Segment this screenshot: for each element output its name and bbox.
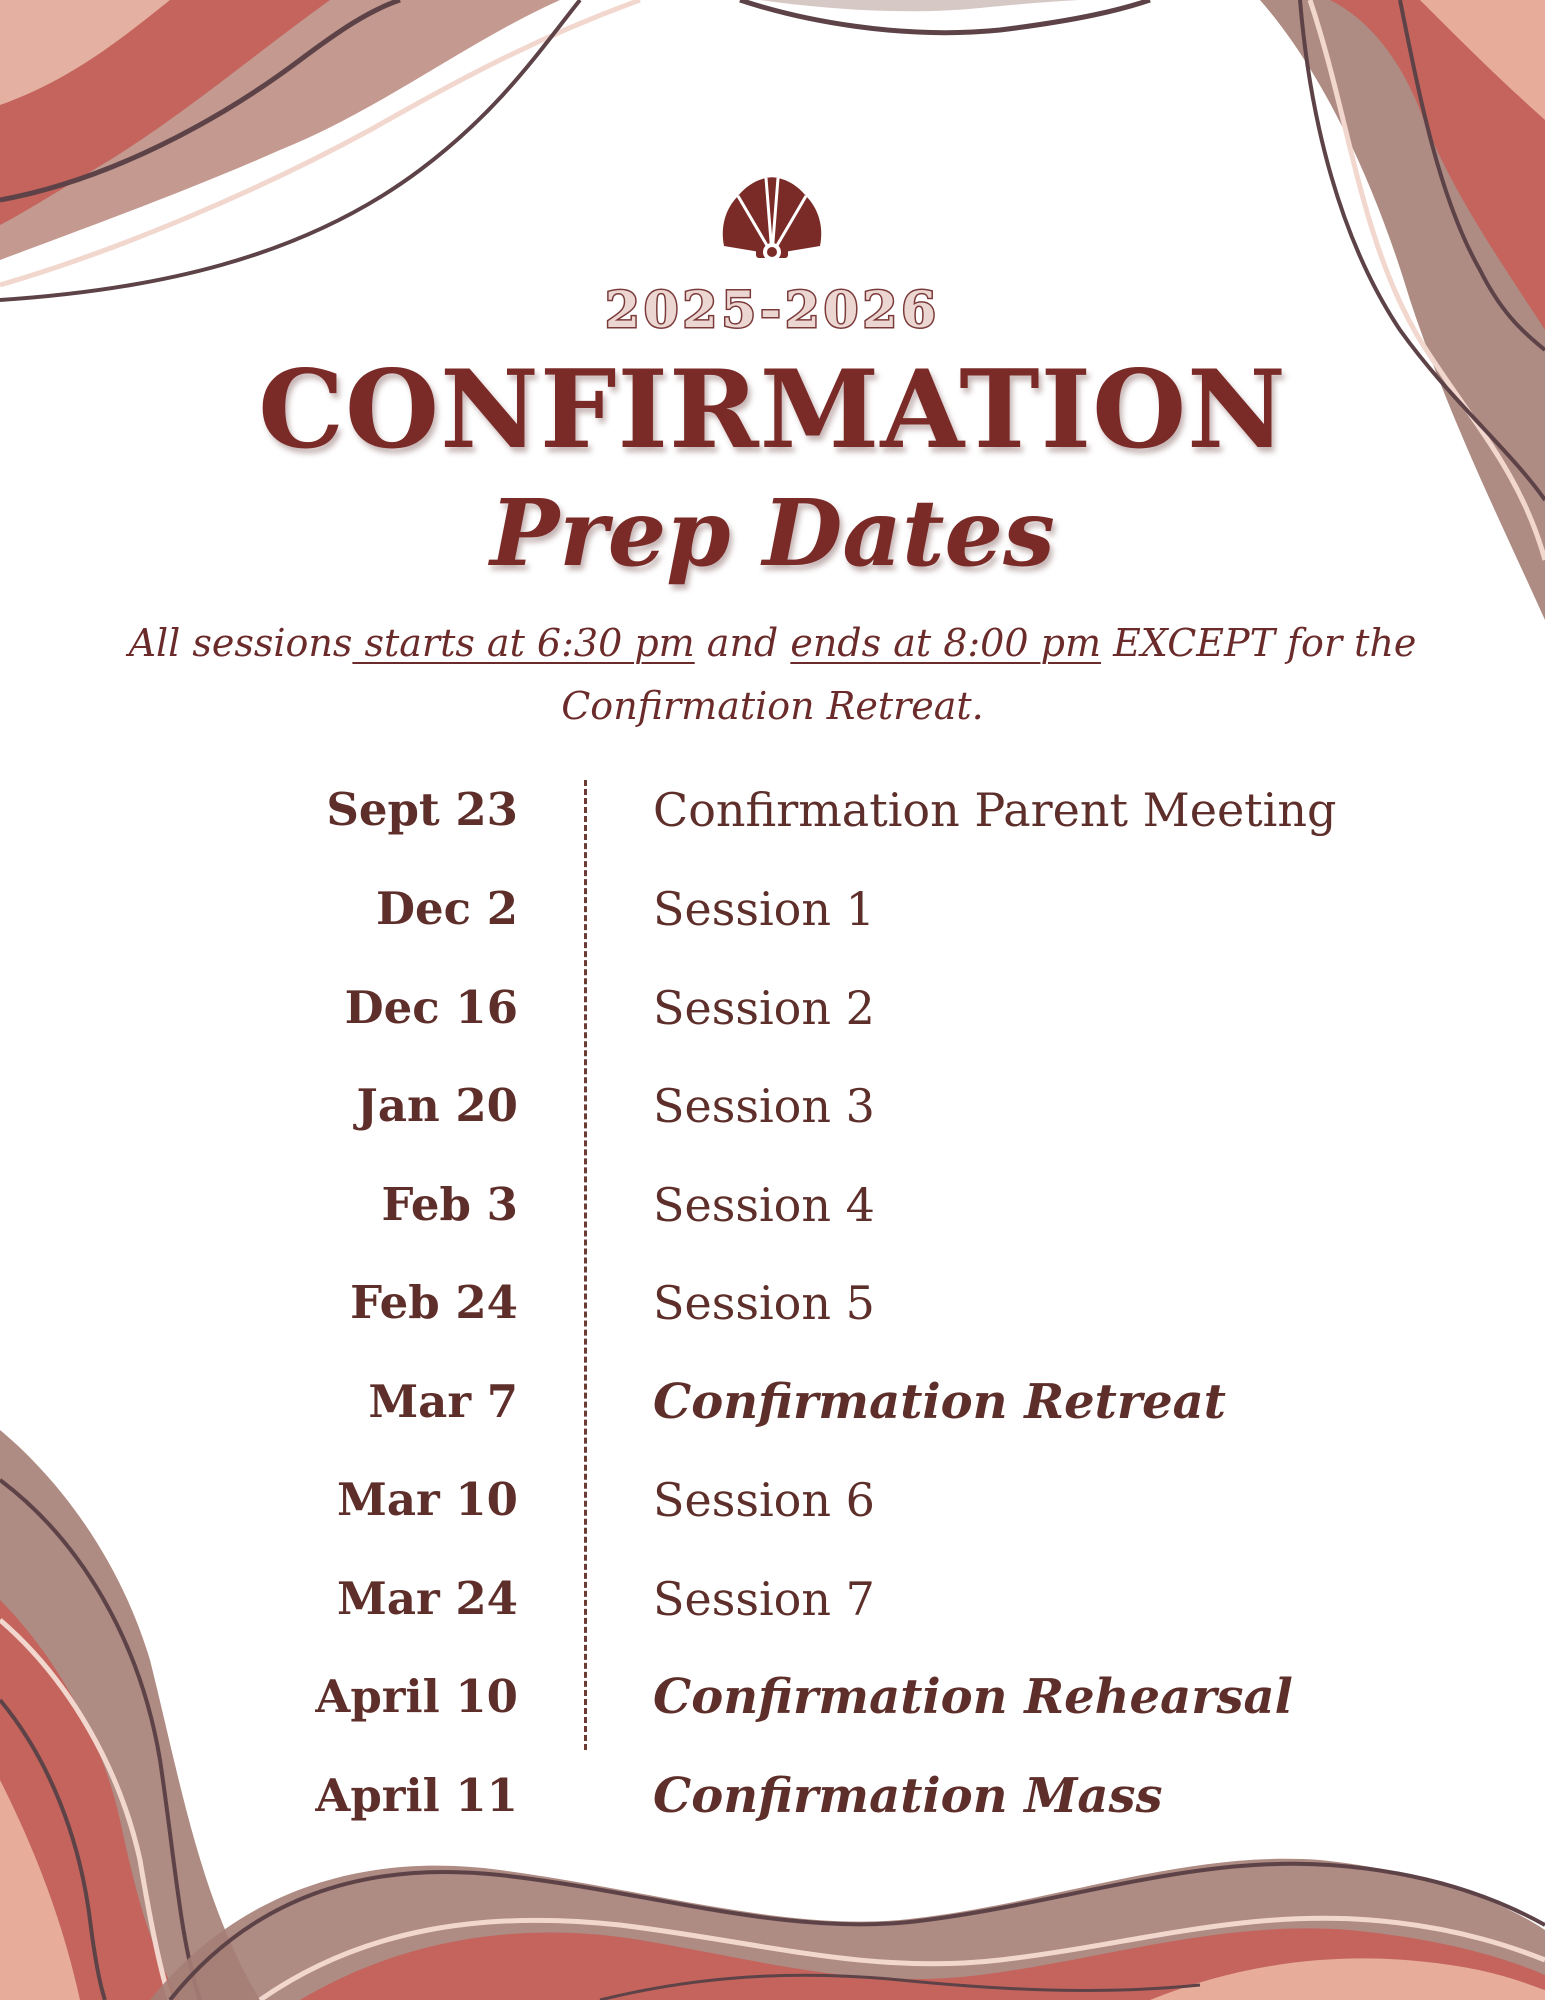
shell-icon bbox=[716, 176, 828, 260]
note-start-time: starts at 6:30 pm bbox=[352, 621, 695, 665]
note-part-3: and bbox=[694, 621, 791, 665]
schedule-row bbox=[0, 1761, 1545, 1860]
schedule-row bbox=[0, 1662, 1545, 1761]
note-part-1: All sessions bbox=[128, 621, 353, 665]
schedule-date: Mar 7 bbox=[368, 1375, 518, 1428]
schedule-row bbox=[0, 775, 1545, 874]
schedule-event: Session 1 bbox=[653, 882, 875, 936]
schedule-date: April 10 bbox=[315, 1670, 518, 1723]
schedule-row bbox=[0, 1564, 1545, 1663]
schedule-event: Session 2 bbox=[653, 981, 875, 1035]
schedule-date: Dec 16 bbox=[344, 981, 518, 1034]
schedule-date: Mar 24 bbox=[337, 1572, 518, 1625]
schedule-event: Session 7 bbox=[653, 1572, 875, 1626]
schedule-event: Session 6 bbox=[653, 1473, 875, 1527]
schedule-date: April 11 bbox=[315, 1769, 518, 1822]
schedule-event: Confirmation Parent Meeting bbox=[653, 783, 1337, 837]
schedule-row bbox=[0, 1367, 1545, 1466]
schedule-event: Session 4 bbox=[653, 1178, 875, 1232]
page-subtitle: Prep Dates bbox=[490, 479, 1055, 587]
schedule-event: Session 5 bbox=[653, 1276, 875, 1330]
schedule-row bbox=[0, 874, 1545, 973]
year-range: 2025-2026 bbox=[604, 280, 941, 339]
schedule-event-special: Confirmation Mass bbox=[653, 1768, 1163, 1824]
note-part-5: EXCEPT for the Confirmation Retreat. bbox=[561, 621, 1417, 728]
schedule-date: Feb 3 bbox=[381, 1178, 518, 1231]
schedule-row bbox=[0, 973, 1545, 1072]
schedule-date: Sept 23 bbox=[326, 783, 518, 836]
note-end-time: ends at 8:00 pm bbox=[790, 621, 1101, 665]
schedule-date: Dec 2 bbox=[375, 882, 518, 935]
schedule-event-special: Confirmation Rehearsal bbox=[653, 1669, 1293, 1725]
schedule-date: Feb 24 bbox=[350, 1276, 518, 1329]
schedule-row bbox=[0, 1170, 1545, 1269]
schedule-date: Jan 20 bbox=[356, 1079, 518, 1132]
schedule-date: Mar 10 bbox=[337, 1473, 518, 1526]
schedule-row bbox=[0, 1071, 1545, 1170]
schedule-row bbox=[0, 1268, 1545, 1367]
schedule-row bbox=[0, 1465, 1545, 1564]
session-time-note bbox=[90, 612, 1455, 738]
schedule-event-special: Confirmation Retreat bbox=[653, 1374, 1226, 1430]
page-title: CONFIRMATION bbox=[258, 347, 1287, 473]
schedule-event: Session 3 bbox=[653, 1079, 875, 1133]
